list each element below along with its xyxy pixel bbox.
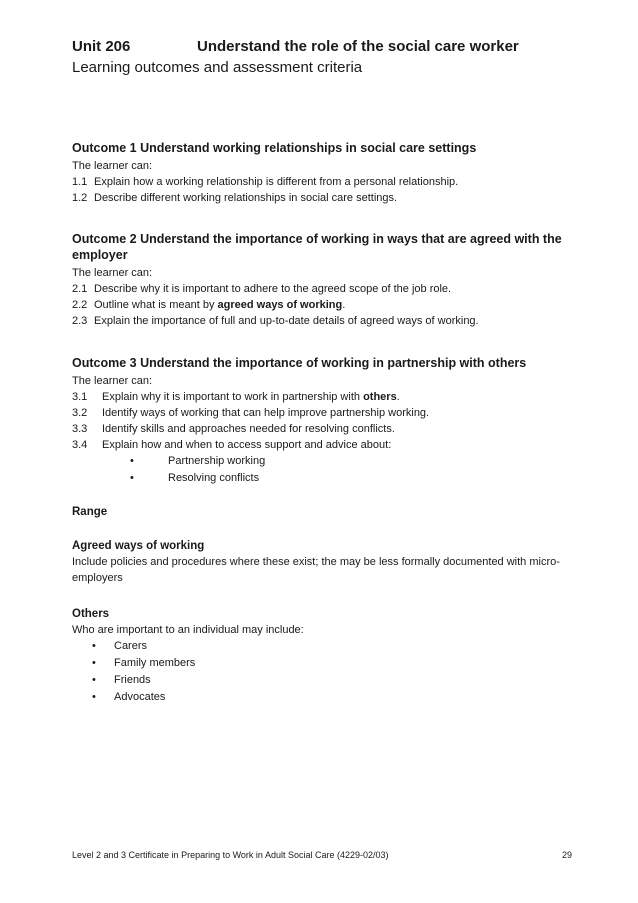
outcome-heading: Outcome 3 Understand the importance of working in partnership with others xyxy=(72,356,527,370)
criterion-number: 3.4 xyxy=(72,439,88,451)
list-item-text: Advocates xyxy=(114,691,166,703)
defined-term: agreed ways of working xyxy=(217,299,343,311)
list-item xyxy=(130,470,572,487)
criterion-text-post: . xyxy=(396,391,400,403)
list-item-text: Friends xyxy=(114,674,151,686)
list-item xyxy=(92,672,572,689)
list-item-text: Resolving conflicts xyxy=(168,472,260,484)
criterion-number: 2.3 xyxy=(72,315,88,327)
list-item-text: Family members xyxy=(114,657,196,669)
criterion-text: Identify ways of working that can help improve partnership working. xyxy=(102,407,430,419)
sub-bullet-list xyxy=(130,453,572,487)
others-title: Others xyxy=(72,608,110,620)
criterion-text: Describe different working relationships in social care settings. xyxy=(94,192,398,204)
criterion-text: Explain how a working relationship is different from a personal relationship. xyxy=(94,176,459,188)
criterion-number: 3.2 xyxy=(72,407,88,419)
bullet-icon: • xyxy=(92,674,96,686)
footer-qualification: Level 2 and 3 Certificate in Preparing to Work in Adult Social Care (4229-02/03) xyxy=(72,850,389,860)
page-footer xyxy=(72,850,572,860)
outcome-intro: The learner can: xyxy=(72,375,153,387)
criterion-text-post: . xyxy=(342,299,346,311)
criterion-number: 3.3 xyxy=(72,423,88,435)
unit-number: Unit 206 xyxy=(72,38,131,55)
unit-header xyxy=(72,38,572,56)
page-number: 29 xyxy=(561,850,572,860)
list-item-text: Partnership working xyxy=(168,455,266,467)
criterion-1-1 xyxy=(72,174,572,190)
outcome-1 xyxy=(72,140,572,206)
criterion-3-1 xyxy=(72,389,572,405)
agreed-ways-text: Include policies and procedures where these exist; the may be less formally documented with micro-employers xyxy=(72,556,560,584)
bullet-icon: • xyxy=(92,691,96,703)
others-block xyxy=(72,606,572,706)
unit-title: Understand the role of the social care worker xyxy=(197,38,519,55)
criterion-3-4 xyxy=(72,437,572,453)
criterion-2-3 xyxy=(72,313,572,329)
criterion-number: 3.1 xyxy=(72,391,88,403)
criterion-text: Describe why it is important to adhere to the agreed scope of the job role. xyxy=(94,283,452,295)
agreed-ways-title: Agreed ways of working xyxy=(72,540,205,552)
list-item xyxy=(130,453,572,470)
criterion-text-pre: Explain why it is important to work in partnership with xyxy=(102,391,364,403)
criterion-text-pre: Outline what is meant by xyxy=(94,299,218,311)
range-title: Range xyxy=(72,506,108,518)
criterion-number: 2.2 xyxy=(72,299,88,311)
others-text: Who are important to an individual may include: xyxy=(72,624,304,636)
outcome-3 xyxy=(72,355,572,487)
criterion-text xyxy=(94,297,345,313)
outcome-2 xyxy=(72,231,572,329)
criterion-number: 1.1 xyxy=(72,176,88,188)
criterion-text: Identify skills and approaches needed for resolving conflicts. xyxy=(102,423,395,435)
criterion-1-2 xyxy=(72,190,572,206)
defined-term: others xyxy=(363,391,397,403)
criterion-2-1 xyxy=(72,281,572,297)
criterion-number: 2.1 xyxy=(72,283,88,295)
page-subtitle: Learning outcomes and assessment criteria xyxy=(72,59,363,76)
criterion-3-3 xyxy=(72,421,572,437)
criterion-text: Explain the importance of full and up-to-date details of agreed ways of working. xyxy=(94,315,479,327)
bullet-icon: • xyxy=(92,657,96,669)
criterion-3-2 xyxy=(72,405,572,421)
list-item xyxy=(92,638,572,655)
criterion-2-2 xyxy=(72,297,572,313)
criterion-number: 1.2 xyxy=(72,192,88,204)
list-item xyxy=(92,655,572,672)
outcome-heading: Outcome 1 Understand working relationships in social care settings xyxy=(72,141,477,155)
bullet-icon: • xyxy=(92,640,96,652)
bullet-icon: • xyxy=(130,455,134,467)
list-item-text: Carers xyxy=(114,640,148,652)
outcome-intro: The learner can: xyxy=(72,160,153,172)
bullet-icon: • xyxy=(130,472,134,484)
agreed-ways-block xyxy=(72,538,572,586)
outcome-intro: The learner can: xyxy=(72,267,153,279)
criterion-text: Explain how and when to access support and advice about: xyxy=(102,439,392,451)
document-page xyxy=(72,38,572,706)
outcome-heading: Outcome 2 Understand the importance of working in ways that are agreed with the employer xyxy=(72,232,562,262)
list-item xyxy=(92,689,572,706)
criterion-text xyxy=(102,389,400,405)
